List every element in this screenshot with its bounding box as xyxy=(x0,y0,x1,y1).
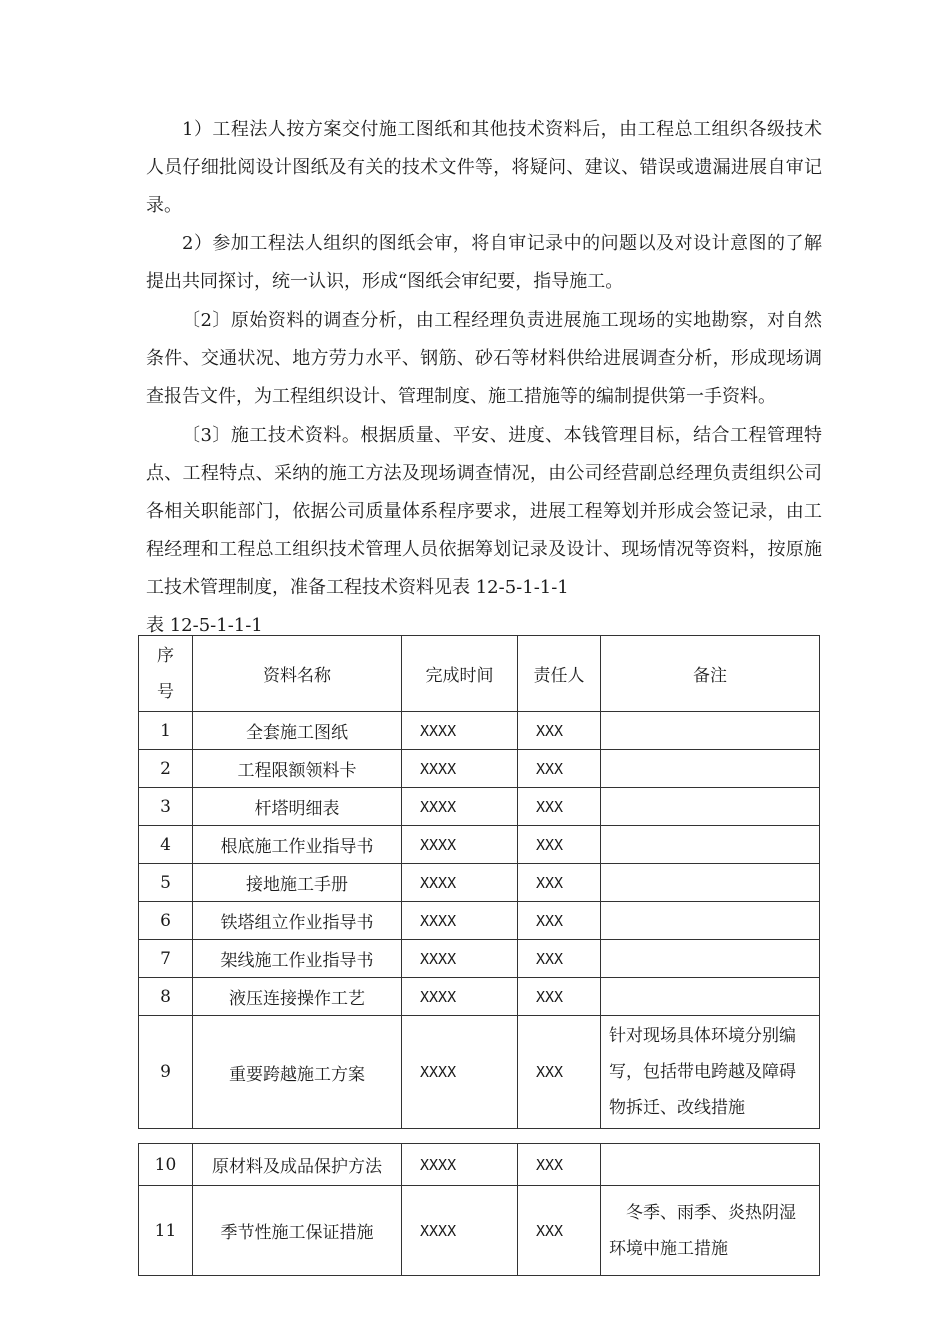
cell-seq: 1 xyxy=(139,712,193,750)
cell-name: 架线施工作业指导书 xyxy=(193,940,402,978)
header-seq xyxy=(139,636,193,712)
cell-note xyxy=(601,902,820,940)
cell-name: 杆塔明细表 xyxy=(193,788,402,826)
cell-name: 全套施工图纸 xyxy=(193,712,402,750)
cell-note xyxy=(601,864,820,902)
table-row xyxy=(139,940,820,978)
cell-note xyxy=(601,940,820,978)
paragraph-2: 2）参加工程法人组织的图纸会审，将自审记录中的问题以及对设计意图的了解提出共同探讨，统一认识，形成“图纸会审纪要，指导施工。 xyxy=(146,233,822,292)
cell-name: 季节性施工保证措施 xyxy=(193,1186,402,1276)
cell-time: XXXX xyxy=(402,712,518,750)
cell-time: XXXX xyxy=(402,864,518,902)
header-note: 备注 xyxy=(601,636,820,712)
table-caption: 表 12-5-1-1-1 xyxy=(146,615,263,636)
cell-seq: 8 xyxy=(139,978,193,1016)
cell-seq: 7 xyxy=(139,940,193,978)
cell-person: XXX xyxy=(518,1186,601,1276)
cell-time: XXXX xyxy=(402,788,518,826)
cell-note xyxy=(601,826,820,864)
cell-time: XXXX xyxy=(402,1144,518,1186)
header-time: 完成时间 xyxy=(402,636,518,712)
cell-person: XXX xyxy=(518,864,601,902)
cell-person: XXX xyxy=(518,788,601,826)
cell-seq: 3 xyxy=(139,788,193,826)
cell-name: 根底施工作业指导书 xyxy=(193,826,402,864)
cell-note xyxy=(601,750,820,788)
cell-seq: 11 xyxy=(139,1186,193,1276)
table-header-row xyxy=(139,636,820,712)
table-row xyxy=(139,750,820,788)
cell-seq: 10 xyxy=(139,1144,193,1186)
cell-person: XXX xyxy=(518,1144,601,1186)
header-seq-line1: 序 xyxy=(157,645,174,666)
cell-person: XXX xyxy=(518,940,601,978)
paragraph-3: 〔2〕原始资料的调查分析，由工程经理负责进展施工现场的实地勘察，对自然条件、交通状况、地方劳力水平、钢筋、砂石等材料供给进展调查分析，形成现场调查报告文件，为工程组织设计、管理制度、施工措施等的编制提供第一手资料。 xyxy=(146,310,822,407)
header-name: 资料名称 xyxy=(193,636,402,712)
resource-table xyxy=(138,635,820,1129)
cell-name: 重要跨越施工方案 xyxy=(193,1016,402,1129)
cell-note: 冬季、雨季、炎热阴湿环境中施工措施 xyxy=(601,1186,820,1276)
cell-note xyxy=(601,712,820,750)
cell-time: XXXX xyxy=(402,826,518,864)
table-row xyxy=(139,1016,820,1129)
cell-person: XXX xyxy=(518,978,601,1016)
table-row xyxy=(139,826,820,864)
cell-seq: 2 xyxy=(139,750,193,788)
table-row xyxy=(139,1144,820,1186)
resource-table-continued xyxy=(138,1143,820,1276)
cell-person: XXX xyxy=(518,1016,601,1129)
cell-note xyxy=(601,1144,820,1186)
cell-seq: 4 xyxy=(139,826,193,864)
cell-note xyxy=(601,788,820,826)
cell-seq: 6 xyxy=(139,902,193,940)
cell-time: XXXX xyxy=(402,1186,518,1276)
cell-name: 原材料及成品保护方法 xyxy=(193,1144,402,1186)
header-seq-line2: 号 xyxy=(157,681,174,702)
cell-name: 工程限额领料卡 xyxy=(193,750,402,788)
cell-time: XXXX xyxy=(402,902,518,940)
cell-note xyxy=(601,978,820,1016)
paragraph-4: 〔3〕施工技术资料。根据质量、平安、进度、本钱管理目标，结合工程管理特点、工程特点、采纳的施工方法及现场调查情况，由公司经营副总经理负责组织公司各相关职能部门，依据公司质量体系程序要求，进展工程筹划并形成会签记录，由工程经理和工程总工组织技术管理人员依据筹划记录及设计、现场情况等资料，按原施工技术管理制度，准备工程技术资料见表 12-5-1-1-1 xyxy=(146,425,822,598)
cell-person: XXX xyxy=(518,826,601,864)
cell-person: XXX xyxy=(518,750,601,788)
cell-seq: 5 xyxy=(139,864,193,902)
table-row xyxy=(139,902,820,940)
table-row xyxy=(139,864,820,902)
cell-person: XXX xyxy=(518,712,601,750)
table-row xyxy=(139,1186,820,1276)
paragraph-1: 1）工程法人按方案交付施工图纸和其他技术资料后，由工程总工组织各级技术人员仔细批阅设计图纸及有关的技术文件等，将疑问、建议、错误或遗漏进展自审记录。 xyxy=(146,119,822,216)
header-person: 责任人 xyxy=(518,636,601,712)
cell-time: XXXX xyxy=(402,750,518,788)
cell-name: 接地施工手册 xyxy=(193,864,402,902)
cell-time: XXXX xyxy=(402,940,518,978)
cell-name: 液压连接操作工艺 xyxy=(193,978,402,1016)
table-row xyxy=(139,712,820,750)
table-row xyxy=(139,788,820,826)
cell-note: 针对现场具体环境分别编写，包括带电跨越及障碍物拆迁、改线措施 xyxy=(601,1016,820,1129)
cell-name: 铁塔组立作业指导书 xyxy=(193,902,402,940)
cell-person: XXX xyxy=(518,902,601,940)
table-row xyxy=(139,978,820,1016)
cell-time: XXXX xyxy=(402,1016,518,1129)
cell-time: XXXX xyxy=(402,978,518,1016)
cell-seq: 9 xyxy=(139,1016,193,1129)
